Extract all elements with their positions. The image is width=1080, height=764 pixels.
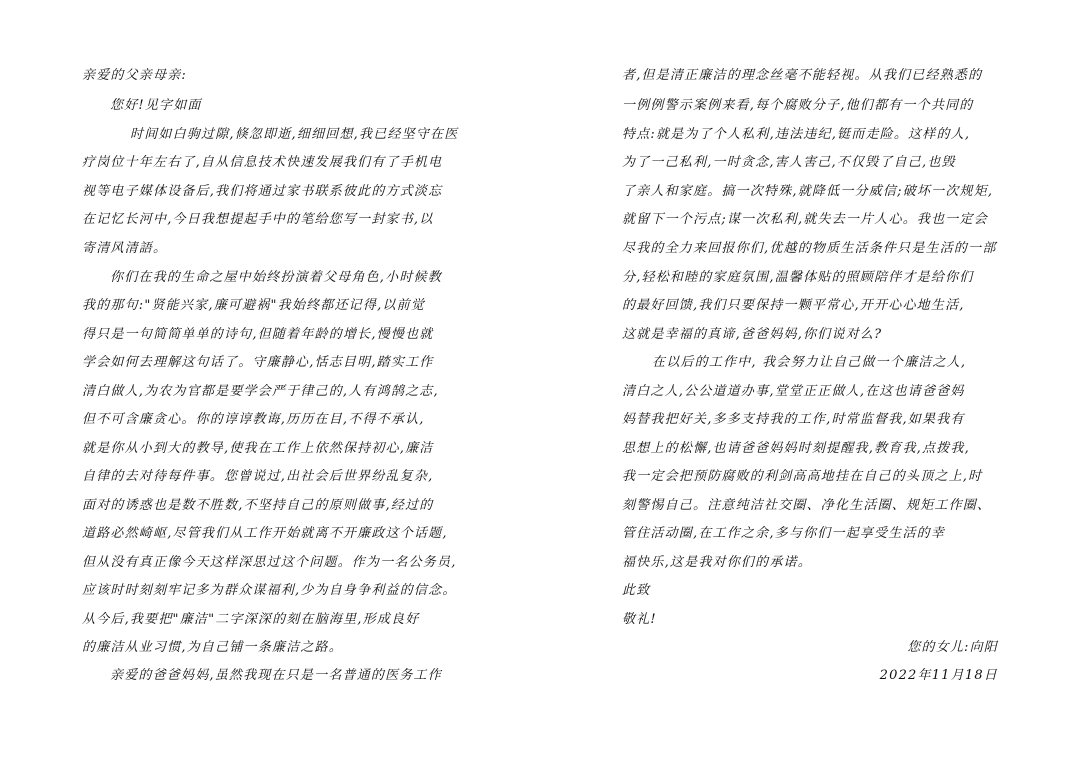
letter-line: 视等电子媒体设备后,我们将通过家书联系彼此的方式淡忘 xyxy=(82,184,443,199)
letter-line: 道路必然崎岖,尽管我们从工作开始就离不开廉政这个话题, xyxy=(82,526,448,541)
letter-line: 疗岗位十年左右了,自从信息技术快速发展我们有了手机电 xyxy=(82,155,443,170)
letter-closing: 敬礼! xyxy=(622,612,657,627)
letter-line: 者,但是清正廉洁的理念丝毫不能轻视。从我们已经熟悉的 xyxy=(622,68,983,83)
letter-line: 一例例警示案例来看,每个腐败分子,他们都有一个共同的 xyxy=(622,98,974,113)
letter-signature: 您的女儿:向阳 xyxy=(907,640,998,655)
letter-line: 福快乐,这是我对你们的承诺。 xyxy=(622,555,812,570)
letter-line: 清白做人,为农为官都是要学会严于律己的,人有鸿鹄之志, xyxy=(82,384,439,399)
letter-line: 自律的去对待每件事。您曾说过,出社会后世界纷乱复杂, xyxy=(82,469,434,484)
letter-page-right xyxy=(540,0,1080,764)
letter-line: 时间如白驹过隙,倏忽即逝,细细回想,我已经坚守在医 xyxy=(130,127,459,142)
letter-date: 2022年11月18日 xyxy=(879,668,998,683)
letter-line: 应该时时刻刻牢记多为群众谋福利,少为自身争利益的信念。 xyxy=(82,583,457,598)
letter-line: 但不可含廉贪心。你的谆谆教诲,历历在目,不得不承认, xyxy=(82,412,425,427)
letter-line: 的廉洁从业习惯,为自己铺一条廉洁之路。 xyxy=(82,640,343,655)
letter-line: 就是你从小到大的教导,使我在工作上依然保持初心,廉洁 xyxy=(82,441,434,456)
letter-line: 你们在我的生命之屋中始终扮演着父母角色,小时候教 xyxy=(110,270,442,285)
letter-line: 的最好回馈,我们只要保持一颗平常心,开开心心地生活, xyxy=(622,298,965,313)
letter-line: 亲爱的爸爸妈妈,虽然我现在只是一名普通的医务工作 xyxy=(110,668,442,683)
letter-closing: 此致 xyxy=(622,583,651,598)
letter-line: 妈替我把好关,多多支持我的工作,时常监督我,如果我有 xyxy=(622,412,965,427)
letter-line: 在以后的工作中, 我会努力让自己做一个廉洁之人, xyxy=(652,355,967,370)
letter-line: 尽我的全力来回报你们,优越的物质生活条件只是生活的一部 xyxy=(622,241,997,256)
letter-line: 思想上的松懈,也请爸爸妈妈时刻提醒我,教育我,点拨我, xyxy=(622,441,970,456)
letter-line: 面对的诱惑也是数不胜数,不坚持自己的原则做事,经过的 xyxy=(82,498,434,513)
letter-line: 为了一己私利,一时贪念,害人害己,不仅毁了自己,也毁 xyxy=(622,155,956,170)
letter-line: 管住活动圈,在工作之余,多与你们一起享受生活的幸 xyxy=(622,526,946,541)
letter-line: 从今后,我要把"廉洁"二字深深的刻在脑海里,形成良好 xyxy=(82,612,420,627)
letter-line: 我一定会把预防腐败的利剑高高地挂在自己的头顶之上,时 xyxy=(622,469,983,484)
letter-salutation: 亲爱的父亲母亲: xyxy=(82,68,187,83)
letter-greeting: 您好!见字如面 xyxy=(110,98,202,113)
letter-line: 特点:就是为了个人私利,违法违纪,铤而走险。这样的人, xyxy=(622,127,971,142)
letter-line: 分,轻松和睦的家庭氛围,温馨体贴的照顾陪伴才是给你们 xyxy=(622,270,974,285)
letter-line: 我的那句:"贤能兴家,廉可避祸"我始终都还记得,以前觉 xyxy=(82,298,426,313)
letter-line: 清白之人,公公道道办事,堂堂正正做人,在这也请爸爸妈 xyxy=(622,384,965,399)
letter-line: 寄清风清語。 xyxy=(82,241,168,256)
letter-line: 得只是一句简简单单的诗句,但随着年龄的增长,慢慢也就 xyxy=(82,327,434,342)
letter-line: 这就是幸福的真谛,爸爸妈妈,你们说对么? xyxy=(622,327,883,342)
letter-line: 但从没有真正像今天这样深思过这个问题。作为一名公务员, xyxy=(82,555,457,570)
letter-line: 在记忆长河中,今日我想提起手中的笔给您写一封家书,以 xyxy=(82,212,434,227)
letter-line: 了亲人和家庭。搞一次特殊,就降低一分威信;破坏一次规矩, xyxy=(622,184,994,199)
letter-line: 刻警惕自己。注意纯洁社交圈、净化生活圈、规矩工作圈、 xyxy=(622,498,992,513)
letter-line: 学会如何去理解这句话了。守廉静心,恬志目明,踏实工作 xyxy=(82,355,434,370)
letter-line: 就留下一个污点;谋一次私利,就失去一片人心。我也一定会 xyxy=(622,212,988,227)
